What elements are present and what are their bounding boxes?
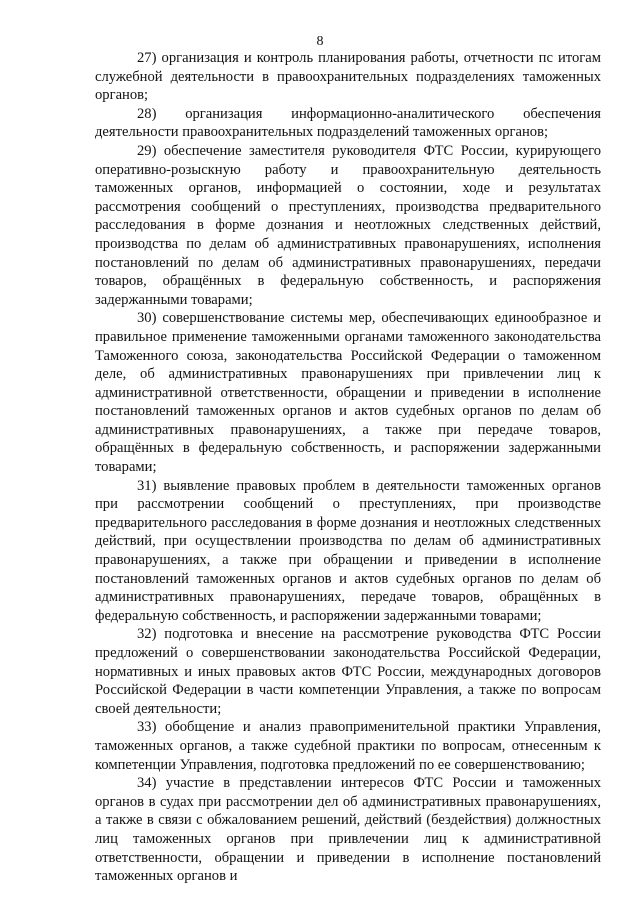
document-body xyxy=(95,49,601,886)
paragraph-item-34: 34) участие в представлении интересов ФТС России и таможенных органов в судах при рассмотрении дел об административных правонарушениях, а также в связи с обжалованием решений, действий (бездействия) должностных лиц таможенных органов при привлечении лиц к административной ответственности, обращении и приведении в исполнение постановлений таможенных органов и xyxy=(95,775,601,885)
paragraph-item-29: 29) обеспечение заместителя руководителя ФТС России, курирующего оперативно-розыскную работу и правоохранительную деятельность таможенных органов, информацией о состоянии, ходе и результатах рассмотрения сообщений о преступлениях, производства предварительного расследования в форме дознания и неотложных следственных действий, производства по делам об административных правонарушениях, исполнения постановлений по делам об административных правонарушениях, передачи товаров, обращённых в федеральную собственность, и распоряжения задержанными товарами; xyxy=(95,142,601,308)
page-number: 8 xyxy=(316,34,324,49)
paragraph-item-28: 28) организация информационно-аналитического обеспечения деятельности правоохранительных подразделений таможенных органов; xyxy=(95,105,601,141)
paragraph-item-33: 33) обобщение и анализ правоприменительной практики Управления, таможенных органов, а также судебной практики по вопросам, отнесенным к компетенции Управления, подготовка предложений по ее совершенствованию; xyxy=(95,719,601,773)
paragraph-item-32: 32) подготовка и внесение на рассмотрение руководства ФТС России предложений о совершенствовании законодательства Российской Федерации, нормативных и иных правовых актов ФТС России, международных договоров Российской Федерации в части компетенции Управления, а также по вопросам своей деятельности; xyxy=(95,626,601,717)
paragraph-item-31: 31) выявление правовых проблем в деятельности таможенных органов при рассмотрении сообщений о преступлениях, при производстве предварительного расследования в форме дознания и неотложных следственных действий, при осуществлении производства по делам об административных правонарушениях, а также при обращении и приведении в исполнение постановлений таможенных органов и актов судебных органов по делам об административных правонарушениях, передаче товаров, обращённых в федеральную собственность, и распоряжении задержанными товарами; xyxy=(95,477,601,624)
paragraph-item-30: 30) совершенствование системы мер, обеспечивающих единообразное и правильное применение таможенными органами таможенного законодательства Таможенного союза, законодательства Российской Федерации о таможенном деле, об административных правонарушениях при привлечении лиц к административной ответственности, обращении и приведении в исполнение постановлений таможенных органов и актов судебных органов по делам об административных правонарушениях, а также при передаче товаров, обращённых в федеральную собственность, и распоряжении задержанными товарами; xyxy=(95,310,601,476)
paragraph-item-27: 27) организация и контроль планирования работы, отчетности пс итогам служебной деятельности в правоохранительных подразделениях таможенных органов; xyxy=(95,50,601,104)
